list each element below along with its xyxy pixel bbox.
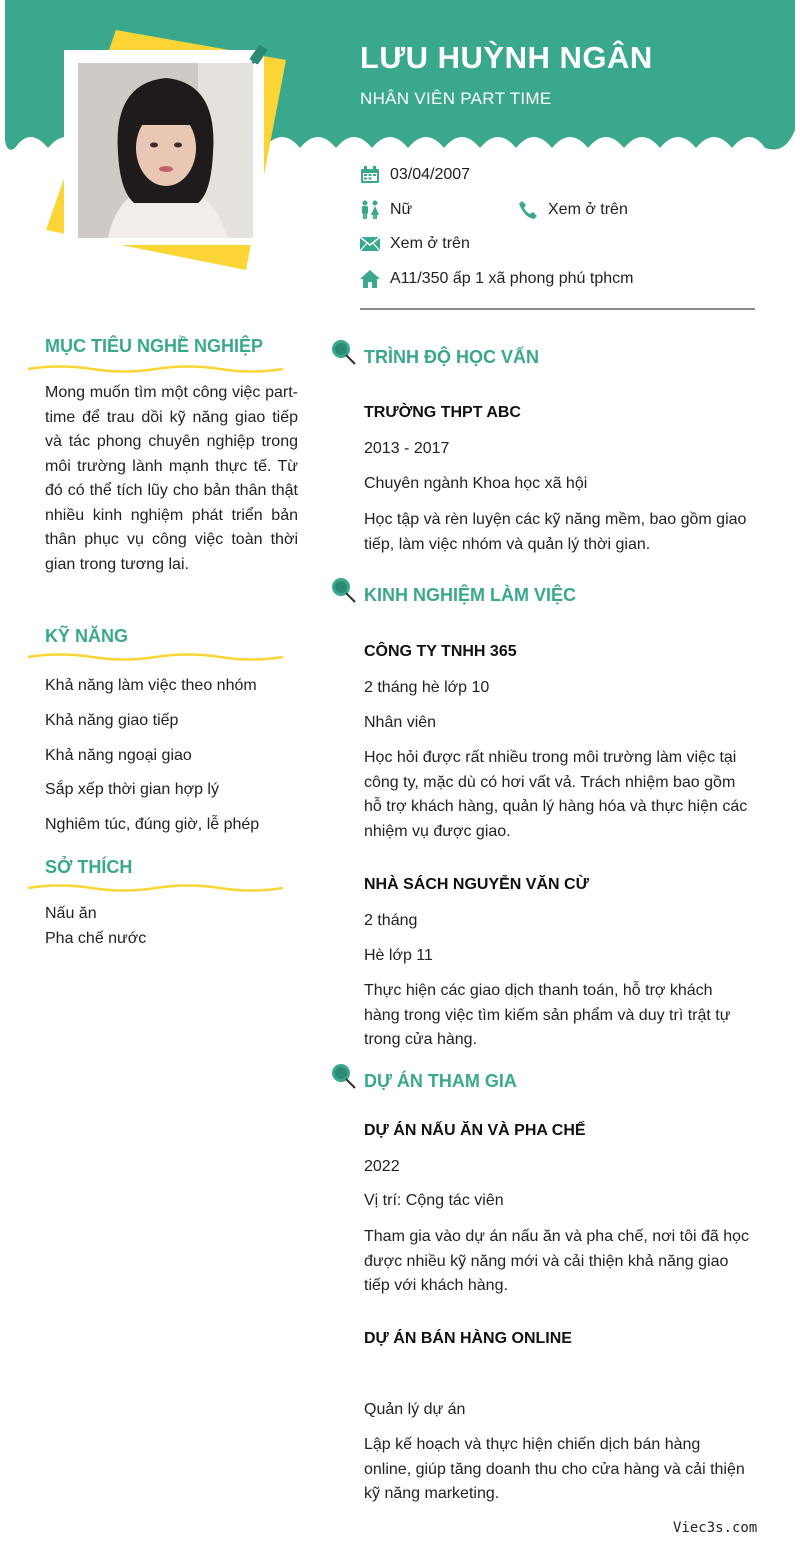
email-icon xyxy=(360,234,380,254)
project-description: Tham gia vào dự án nấu ăn và pha chế, nơi tôi đã học được nhiều kỹ năng mới và cải thiện khả năng giao tiếp với khách hàng. xyxy=(364,1228,750,1294)
experience-company: CÔNG TY TNHH 365 xyxy=(364,643,517,660)
hobby-item: Nấu ăn xyxy=(45,905,97,922)
portrait-photo-icon xyxy=(78,63,253,238)
email-value: Xem ở trên xyxy=(390,235,470,252)
calendar-icon xyxy=(360,165,380,185)
pin-icon xyxy=(330,576,356,604)
education-period: 2013 - 2017 xyxy=(364,440,450,457)
candidate-name: LƯU HUỲNH NGÂN xyxy=(360,40,653,75)
objective-text: Mong muốn tìm một công việc part-time để trau dồi kỹ năng giao tiếp và tác phong chuyên nghiệp trong môi trường lành mạnh thực tế. Từ đó có thể tích lũy cho bản thân thật nhiều kinh nghiệm phát triển bản thân phục vụ công việc toàn thời gian trong tương lai. xyxy=(45,384,298,573)
address-value: A11/350 ấp 1 xã phong phú tphcm xyxy=(390,270,634,287)
gender-icon xyxy=(360,200,380,220)
phone-row xyxy=(518,200,628,220)
objective-underline xyxy=(28,364,283,374)
school-name: TRƯỜNG THPT ABC xyxy=(364,404,521,421)
education-major: Chuyên ngành Khoa học xã hội xyxy=(364,475,588,492)
skill-item: Khả năng ngoại giao xyxy=(45,747,192,764)
project-name: DỰ ÁN NẤU ĂN VÀ PHA CHẾ xyxy=(364,1122,586,1139)
pin-icon xyxy=(330,1062,356,1090)
education-description: Học tập và rèn luyện các kỹ năng mềm, bao gồm giao tiếp, làm việc nhóm và quản lý thời gian. xyxy=(364,511,747,553)
skills-title: KỸ NĂNG xyxy=(45,626,129,646)
candidate-role: NHÂN VIÊN PART TIME xyxy=(360,89,552,108)
birthdate-row xyxy=(360,165,470,185)
skill-item: Khả năng làm việc theo nhóm xyxy=(45,677,257,694)
experience-title: KINH NGHIỆM LÀM VIỆC xyxy=(364,585,577,605)
gender-row xyxy=(360,200,412,220)
experience-description: Thực hiện các giao dịch thanh toán, hỗ trợ khách hàng trong việc tìm kiếm sản phẩm và duy trì trật tự trong cửa hàng. xyxy=(364,982,731,1048)
project-description: Lập kế hoạch và thực hiện chiến dịch bán hàng online, giúp tăng doanh thu cho cửa hàng và cải thiện kỹ năng marketing. xyxy=(364,1436,745,1502)
project-period: 2022 xyxy=(364,1158,400,1175)
experience-company: NHÀ SÁCH NGUYỄN VĂN CỪ xyxy=(364,876,589,893)
watermark: Viec3s.com xyxy=(673,1520,758,1536)
skill-item: Sắp xếp thời gian hợp lý xyxy=(45,781,219,798)
skill-item: Khả năng giao tiếp xyxy=(45,712,179,729)
project-role: Vị trí: Cộng tác viên xyxy=(364,1192,504,1209)
phone-icon xyxy=(518,200,538,220)
experience-position: Nhân viên xyxy=(364,714,437,731)
project-role: Quản lý dự án xyxy=(364,1401,466,1418)
hobbies-underline xyxy=(28,883,283,893)
experience-position: Hè lớp 11 xyxy=(364,947,433,964)
objective-title: MỤC TIÊU NGHỀ NGHIỆP xyxy=(45,336,264,356)
projects-title: DỰ ÁN THAM GIA xyxy=(364,1071,517,1091)
phone-value: Xem ở trên xyxy=(548,201,628,218)
project-name: DỰ ÁN BÁN HÀNG ONLINE xyxy=(364,1330,572,1347)
skill-item: Nghiêm túc, đúng giờ, lễ phép xyxy=(45,816,260,833)
education-title: TRÌNH ĐỘ HỌC VẤN xyxy=(364,347,539,367)
experience-period: 2 tháng hè lớp 10 xyxy=(364,679,490,696)
birthdate-value: 03/04/2007 xyxy=(390,166,471,183)
experience-period: 2 tháng xyxy=(364,912,418,929)
profile-photo xyxy=(78,63,253,238)
home-icon xyxy=(360,269,380,289)
hobbies-title: SỞ THÍCH xyxy=(45,857,133,877)
contact-divider xyxy=(360,308,755,310)
pin-icon xyxy=(330,338,356,366)
skills-underline xyxy=(28,652,283,662)
hobby-item: Pha chế nước xyxy=(45,930,147,947)
email-row xyxy=(360,234,470,254)
address-row xyxy=(360,269,633,289)
gender-value: Nữ xyxy=(390,201,413,218)
experience-description: Học hỏi được rất nhiều trong môi trường làm việc tại công ty, mặc dù có hơi vất vả. Trách nhiệm bao gồm hỗ trợ khách hàng, quản lý hàng hóa và thực hiện các nhiệm vụ được giao. xyxy=(364,749,748,840)
